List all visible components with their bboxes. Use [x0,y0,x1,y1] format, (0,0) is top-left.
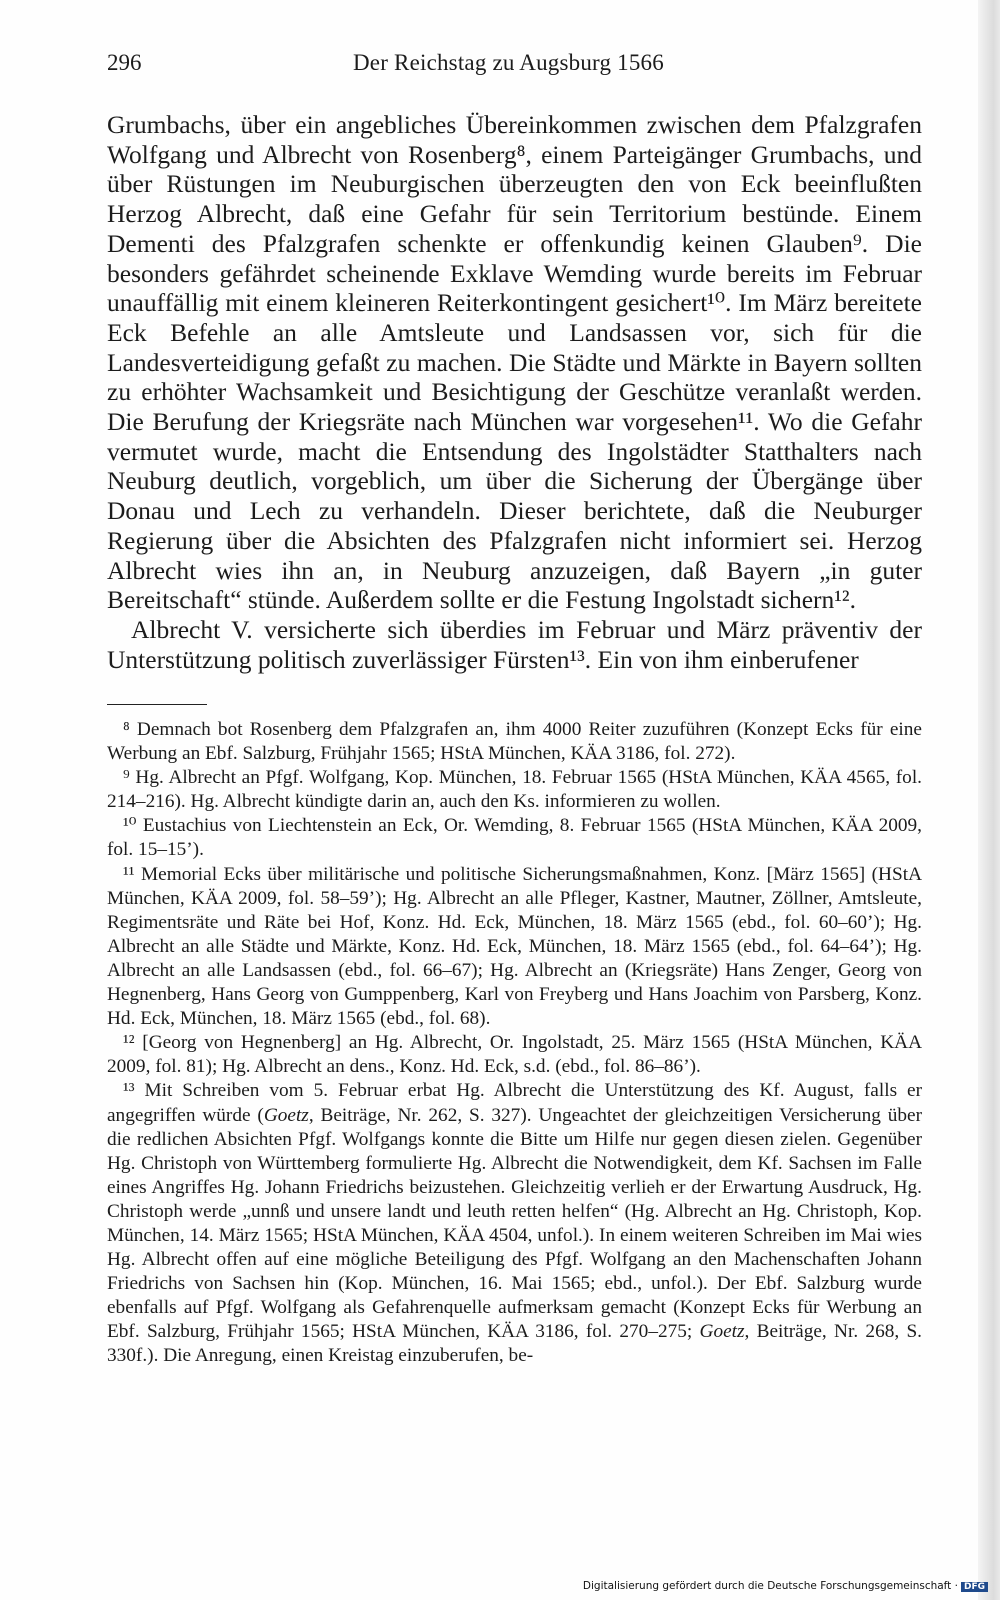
dfg-logo: DFG [961,1582,988,1592]
digitization-credit [583,1580,988,1592]
body-paragraph-2: Albrecht V. versicherte sich überdies im Februar und März präventiv der Unterstützung politisch zuverlässiger Fürsten¹³. Ein von ihm einberufener [107,614,922,674]
running-title: Der Reichstag zu Augsburg 1566 [353,50,664,75]
running-header [107,50,922,84]
credit-text: Digitalisierung gefördert durch die Deutsche Forschungsgemeinschaft · [582,1580,958,1592]
body-paragraph-1: Grumbachs, über ein angebliches Übereinkommen zwischen dem Pfalzgrafen Wolfgang und Albrecht von Rosenberg⁸, einem Parteigänger Grumbachs, und über Rüstungen im Neuburgischen überzeugten den von Eck beeinflußten Herzog Albrecht, daß eine Gefahr für sein Territorium bestünde. Einem Dementi des Pfalzgrafen schenkte er offenkundig keinen Glauben⁹. Die besonders gefährdet scheinende Exklave Wemding wurde bereits im Februar unauffällig mit einem kleineren Reiterkontingent gesichert¹⁰. Im März bereitete Eck Befehle an alle Amtsleute und Landsassen vor, sich für die Landesverteidigung gefaßt zu machen. Die Städte und Märkte in Bayern sollten zu erhöhter Wachsamkeit und Besichtigung der Geschütze veranlaßt werden. Die Berufung der Kriegsräte nach München war vorgesehen¹¹. Wo die Gefahr vermutet wurde, macht die Entsendung des Ingolstädter Statthalters nach Neuburg deutlich, vorgeblich, um über die Sicherung der Übergänge über Donau und Lech zu verhandeln. Dieser berichtete, daß die Neuburger Regierung über die Absichten des Pfalzgrafen nicht informiert sei. Herzog Albrecht wies ihn an, in Neuburg anzuzeigen, daß Bayern „in guter Bereitschaft“ stünde. Außerdem sollte er die Festung Ingolstadt sichern¹². [107,110,922,615]
footnotes [107,718,922,1369]
footnote-13: ¹³ Mit Schreiben vom 5. Februar erbat Hg. Albrecht die Unterstützung des Kf. August, falls er angegriffen würde (Goetz, Beiträge, Nr. 262, S. 327). Ungeachtet der gleichzeitigen Versicherung über die redlichen Absichten Pfgf. Wolfgangs konnte die Bitte um Hilfe nur gegen diesen zielen. Gegenüber Hg. Christoph von Württemberg formulierte Hg. Albrecht die Notwendigkeit, dem Kf. Sachsen im Falle eines Angriffes Hg. Johann Friedrichs beizustehen. Gleichzeitig verlieh er der Erwartung Ausdruck, Hg. Christoph werde „unnß und unsere landt und leuth retten helfen“ (Hg. Albrecht an Hg. Christoph, Kop. München, 14. März 1565; HStA München, KÄA 4504, unfol.). In einem weiteren Schreiben im Mai wies Hg. Albrecht offen auf eine mögliche Beteiligung des Pfgf. Wolfgang an den Machenschaften Johann Friedrichs von Sachsen hin (Kop. München, 16. Mai 1565; ebd., unfol.). Der Ebf. Salzburg wurde ebenfalls auf Pfgf. Wolfgang als Gefahrenquelle aufmerksam gemacht (Konzept Ecks für Werbung an Ebf. Salzburg, Frühjahr 1565; HStA München, KÄA 3186, fol. 270–275; Goetz, Beiträge, Nr. 268, S. 330f.). Die Anregung, einen Kreistag einzuberufen, be- [107,1080,922,1367]
footnote-11: ¹¹ Memorial Ecks über militärische und politische Sicherungsmaßnahmen, Konz. [März 1565] (HStA München, KÄA 2009, fol. 58–59’); Hg. Albrecht an alle Pfleger, Kastner, Mautner, Zöllner, Amtsleute, Regimentsräte und Räte bei Hof, Konz. Hd. Eck, München, 18. März 1565 (ebd., fol. 60–60’); Hg. Albrecht an alle Städte und Märkte, Konz. Hd. Eck, München, 18. März 1565 (ebd., fol. 64–64’); Hg. Albrecht an alle Landsassen (ebd., fol. 66–67); Hg. Albrecht an (Kriegsräte) Hans Zenger, Georg von Hegnenberg, Hans Georg von Gumppenberg, Karl von Freyberg und Hans Joachim von Parsberg, Konz. Hd. Eck, München, 18. März 1565 (ebd., fol. 68). [107,863,922,1030]
footnote-9: ⁹ Hg. Albrecht an Pfgf. Wolfgang, Kop. München, 18. Februar 1565 (HStA München, KÄA 4565, fol. 214–216). Hg. Albrecht kündigte darin an, auch den Ks. informieren zu wollen. [107,767,922,813]
page-number: 296 [107,50,142,75]
footnote-separator [107,704,207,705]
page-edge-shadow [978,0,1000,1600]
footnote-12: ¹² [Georg von Hegnenberg] an Hg. Albrecht, Or. Ingolstadt, 25. März 1565 (HStA München, KÄA 2009, fol. 81); Hg. Albrecht an dens., Konz. Hd. Eck, s.d. (ebd., fol. 86–86’). [107,1032,922,1078]
footnote-8: ⁸ Demnach bot Rosenberg dem Pfalzgrafen an, ihm 4000 Reiter zuzuführen (Konzept Ecks für eine Werbung an Ebf. Salzburg, Frühjahr 1565; HStA München, KÄA 3186, fol. 272). [107,719,922,765]
footnote-10: ¹⁰ Eustachius von Liechtenstein an Eck, Or. Wemding, 8. Februar 1565 (HStA München, KÄA 2009, fol. 15–15’). [107,815,922,861]
body-text [107,110,922,674]
